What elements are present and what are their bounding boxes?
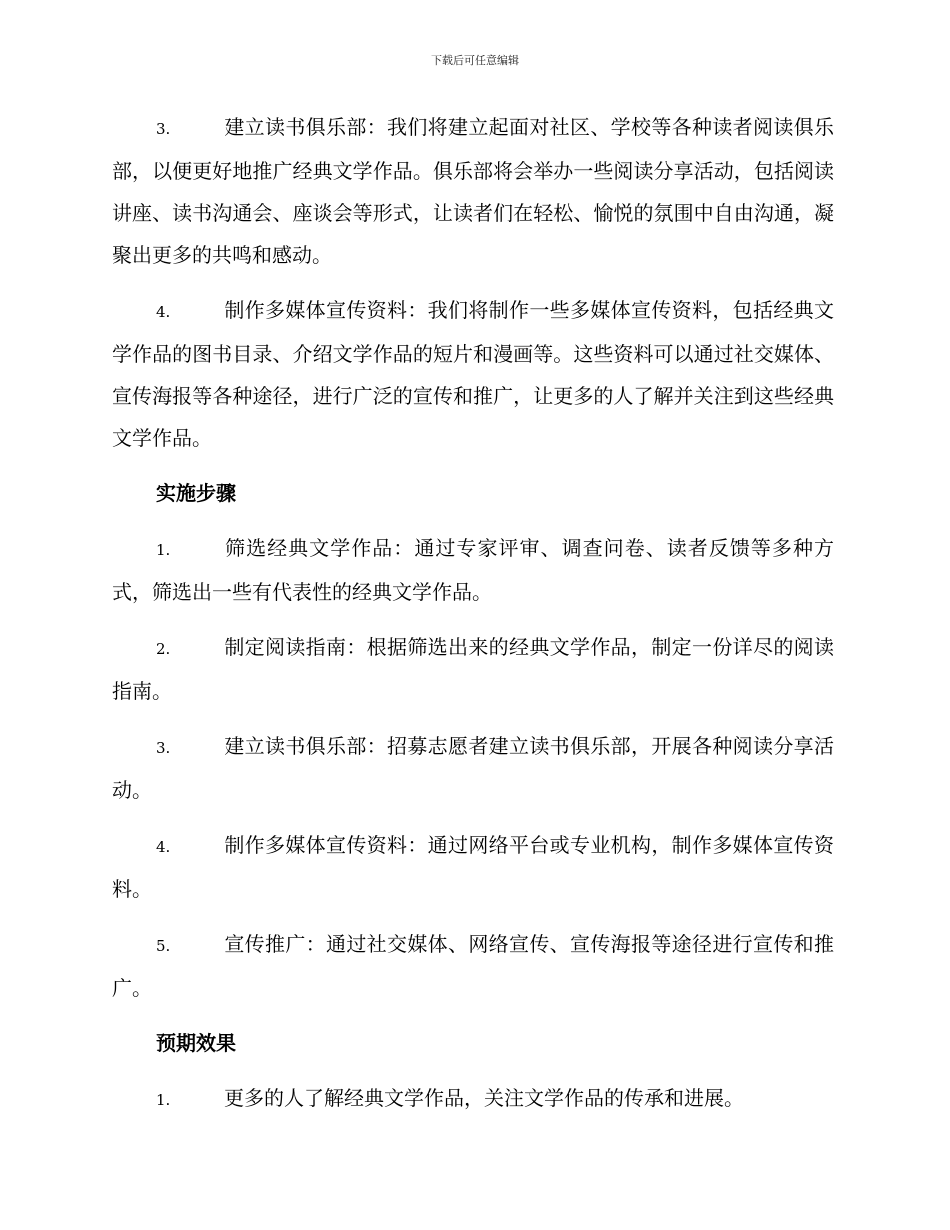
item-number: 5. [156,937,171,955]
document-body [112,106,834,1121]
list-item [112,824,834,910]
item-text: 制作多媒体宣传资料：我们将制作一些多媒体宣传资料，包括经典文学作品的图书目录、介绍文学作品的短片和漫画等。这些资料可以通过社交媒体、宣传海报等各种途径，进行广泛的宣传和推广，让更多的人了解并关注到这些经典文学作品。 [112,298,834,450]
item-number: 1. [156,541,171,559]
item-text: 筛选经典文学作品：通过专家评审、调查问卷、读者反馈等多种方式，筛选出一些有代表性的经典文学作品。 [112,536,834,604]
item-text: 建立读书俱乐部：我们将建立起面对社区、学校等各种读者阅读俱乐部，以便更好地推广经典文学作品。俱乐部将会举办一些阅读分享活动，包括阅读讲座、读书沟通会、座谈会等形式，让读者们在轻松、愉悦的氛围中自由沟通，凝聚出更多的共鸣和感动。 [112,115,834,267]
list-item [112,527,834,613]
item-number: 2. [156,640,171,658]
section-heading: 预期效果 [156,1031,236,1055]
item-number: 3. [156,739,171,757]
section-heading: 实施步骤 [156,481,236,505]
list-item [112,289,834,459]
list-item [112,1077,834,1121]
page-header: 下载后可任意编辑 [431,54,519,67]
item-text: 宣传推广：通过社交媒体、网络宣传、宣传海报等途径进行宣传和推广。 [112,932,834,1000]
item-number: 3. [156,120,171,138]
list-item [112,923,834,1009]
item-text: 制作多媒体宣传资料：通过网络平台或专业机构，制作多媒体宣传资料。 [112,833,834,901]
item-text: 建立读书俱乐部：招募志愿者建立读书俱乐部，开展各种阅读分享活动。 [112,734,834,802]
item-number: 1. [156,1091,171,1109]
item-text: 更多的人了解经典文学作品，关注文学作品的传承和进展。 [224,1086,744,1110]
list-item [112,106,834,276]
item-number: 4. [156,838,171,856]
item-number: 4. [156,303,171,321]
item-text: 制定阅读指南：根据筛选出来的经典文学作品，制定一份详尽的阅读指南。 [112,635,834,703]
list-item [112,725,834,811]
list-item [112,626,834,712]
